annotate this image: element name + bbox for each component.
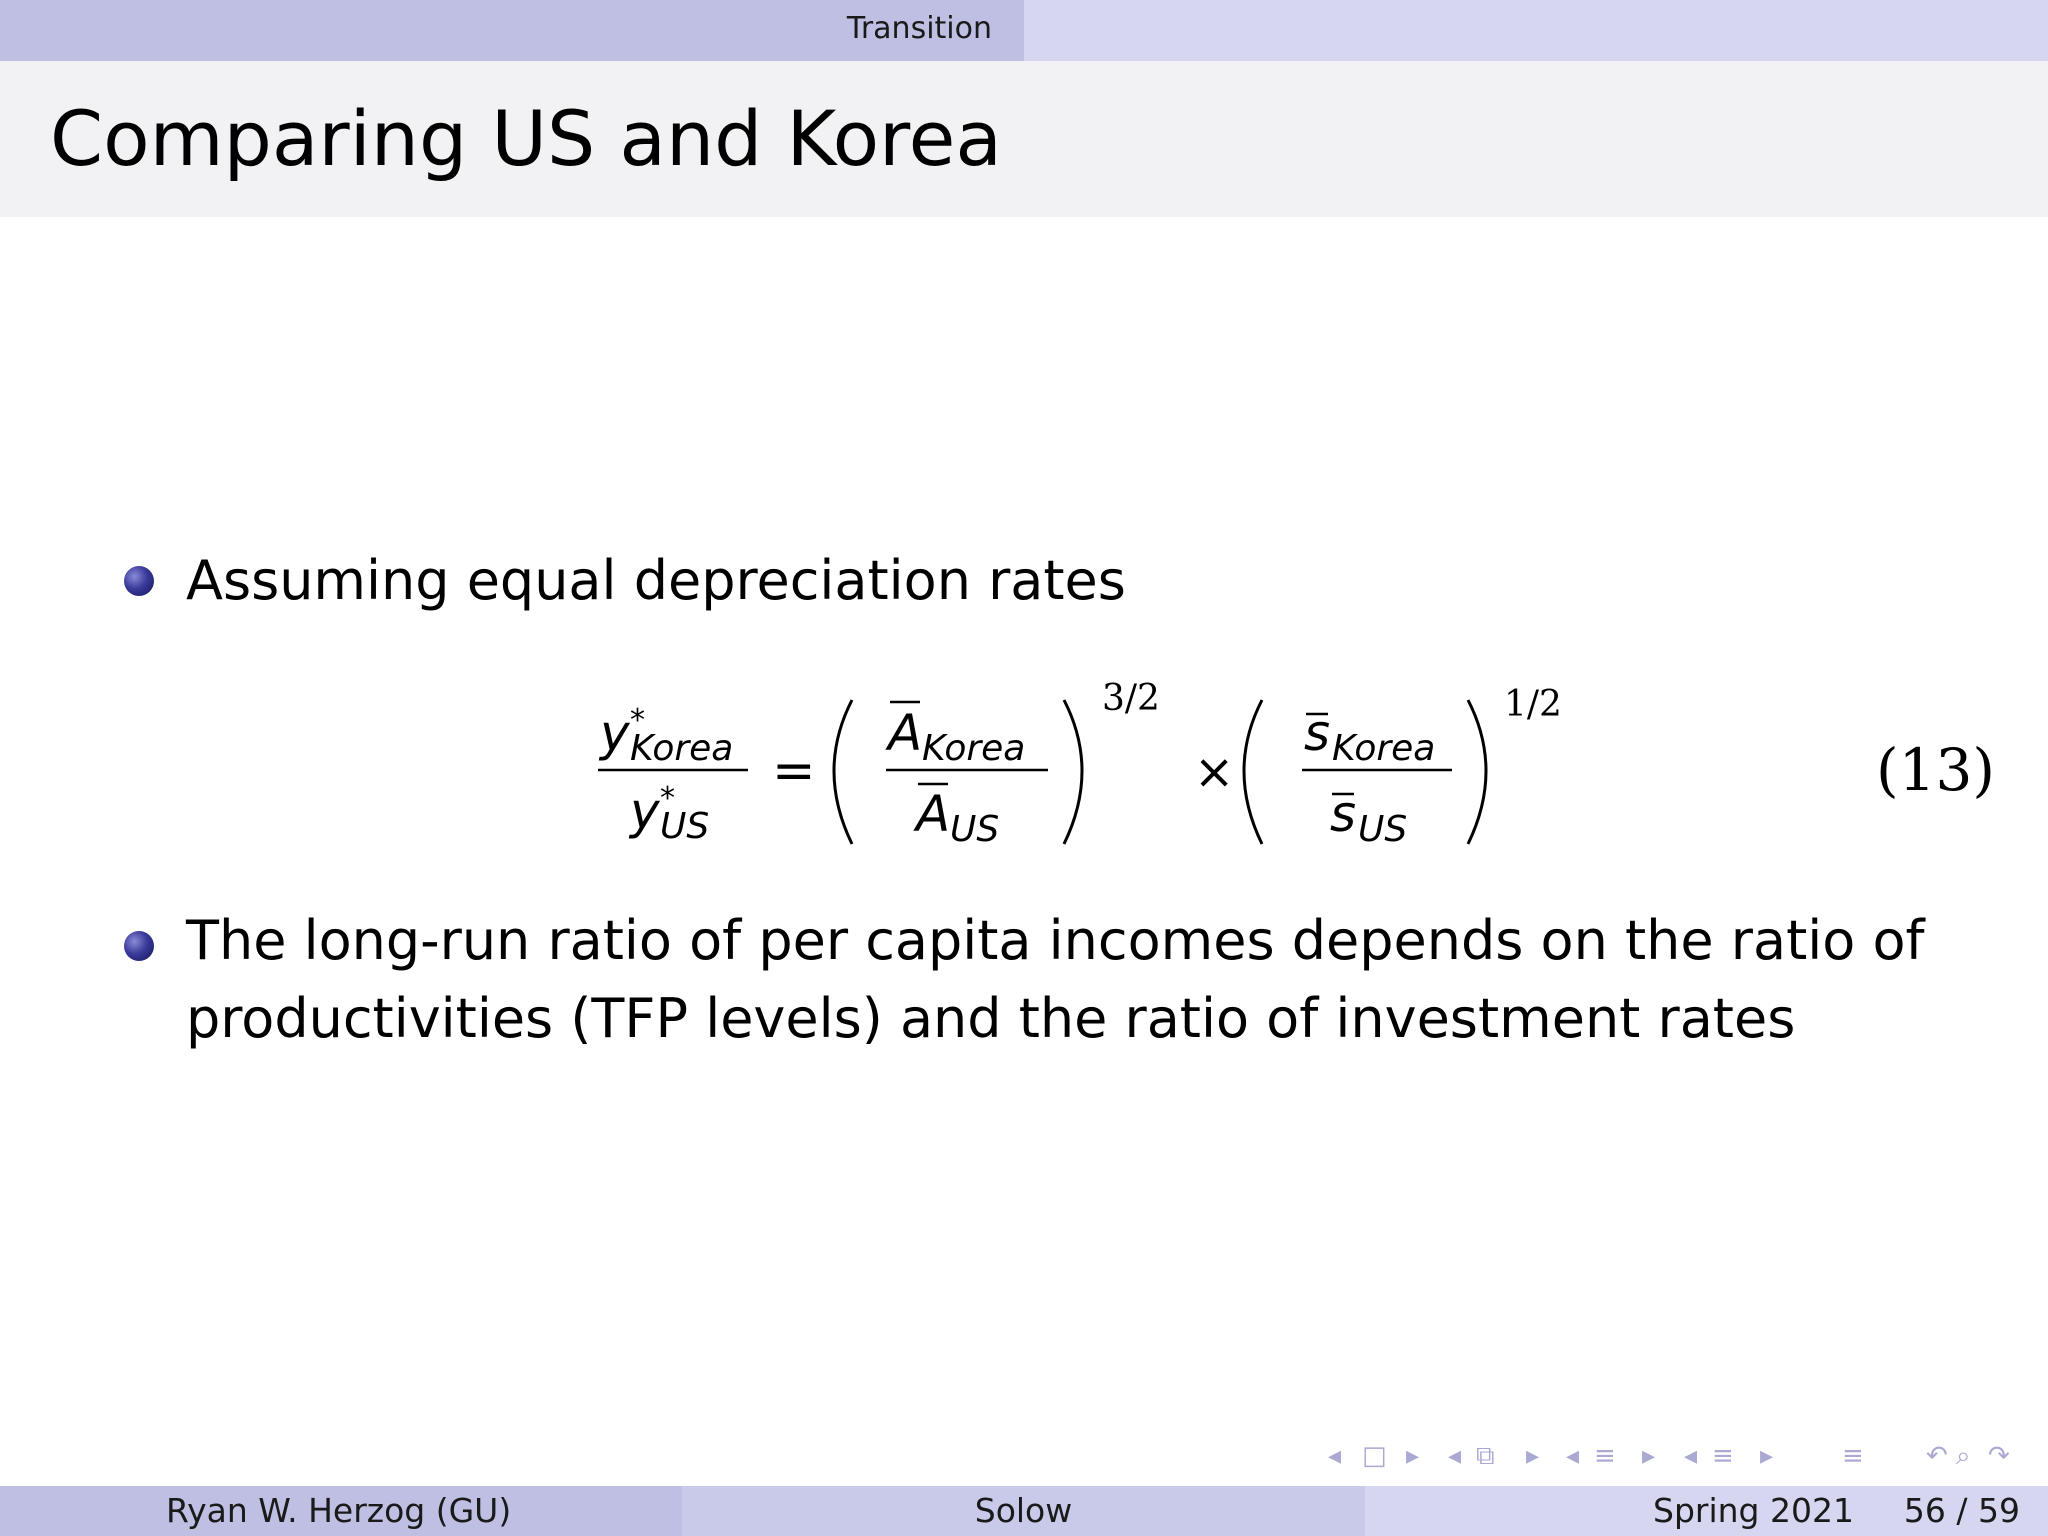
equation-number: (13) [1876,736,1996,804]
footer-author-cell [0,1486,682,1536]
slide-title: Comparing US and Korea [50,94,1002,183]
footer-title: Solow [682,1486,1365,1536]
a-den-var: A [916,785,951,843]
lhs-den-sub: US [660,806,710,847]
paren-left-a [834,700,852,844]
section-icon[interactable]: ≡ [1712,1441,1734,1471]
a-exponent: 3/2 [1102,678,1160,719]
subsection-icon[interactable]: ≡ [1594,1441,1616,1471]
s-num-sub: Korea [1332,728,1436,769]
undo-icon[interactable]: ↶ [1926,1441,1948,1471]
header-navigation-bar [0,0,2048,61]
s-exponent: 1/2 [1504,684,1562,725]
bullet-icon [124,931,154,961]
prev-slide-arrow-icon[interactable]: ◂ [1328,1441,1342,1471]
footer [0,1486,2048,1536]
frame-icon[interactable]: ⧉ [1476,1441,1495,1471]
equation-graphic [590,678,1590,856]
footer-date-cell [1365,1486,2048,1536]
a-den-sub: US [950,809,1000,850]
paren-right-s [1468,700,1486,844]
navigation-symbols [1320,1440,2032,1472]
next-section-arrow-icon[interactable]: ▸ [1760,1441,1774,1471]
paren-left-s [1244,700,1262,844]
slide-icon[interactable]: □ [1362,1441,1387,1471]
next-slide-arrow-icon[interactable]: ▸ [1406,1441,1420,1471]
frame-title-bar [0,61,2048,217]
equals-sign: = [772,741,816,801]
nav-section-label: Transition [846,11,992,46]
footer-date: Spring 2021 [1653,1491,1854,1530]
s-den-sub: US [1358,809,1408,850]
lhs-den-var: y [630,782,660,840]
lhs-num-sup: * [630,703,645,738]
prev-frame-arrow-icon[interactable]: ◂ [1448,1441,1462,1471]
footer-author: Ryan W. Herzog (GU) [166,1491,512,1530]
s-num-var: s [1304,704,1331,762]
lhs-num-sub: Korea [630,728,734,769]
equation-13 [590,678,1590,856]
prev-section-arrow-icon[interactable]: ◂ [1684,1441,1698,1471]
paren-right-a [1064,700,1082,844]
s-den-var: s [1330,785,1357,843]
next-frame-arrow-icon[interactable]: ▸ [1526,1441,1540,1471]
bullet-text: The long-run ratio of per capita incomes depends on the ratio of productivities (TFP levels) and the ratio of investment rates [186,909,1925,1050]
prev-subsection-arrow-icon[interactable]: ◂ [1566,1441,1580,1471]
bullet-text: Assuming equal depreciation rates [186,549,1126,612]
bullet-icon [124,566,154,596]
times-sign: × [1194,744,1235,800]
nav-section-transition[interactable] [0,0,1024,61]
redo-icon[interactable]: ↷ [1988,1441,2010,1471]
next-subsection-arrow-icon[interactable]: ▸ [1642,1441,1656,1471]
search-icon[interactable]: ⌕ [1956,1441,1971,1471]
footer-page-number: 56 / 59 [1903,1491,2020,1530]
a-num-var: A [888,704,923,762]
document-icon[interactable]: ≡ [1842,1441,1864,1471]
lhs-den-sup: * [660,781,675,816]
a-num-sub: Korea [922,728,1026,769]
lhs-num-var: y [600,704,630,762]
